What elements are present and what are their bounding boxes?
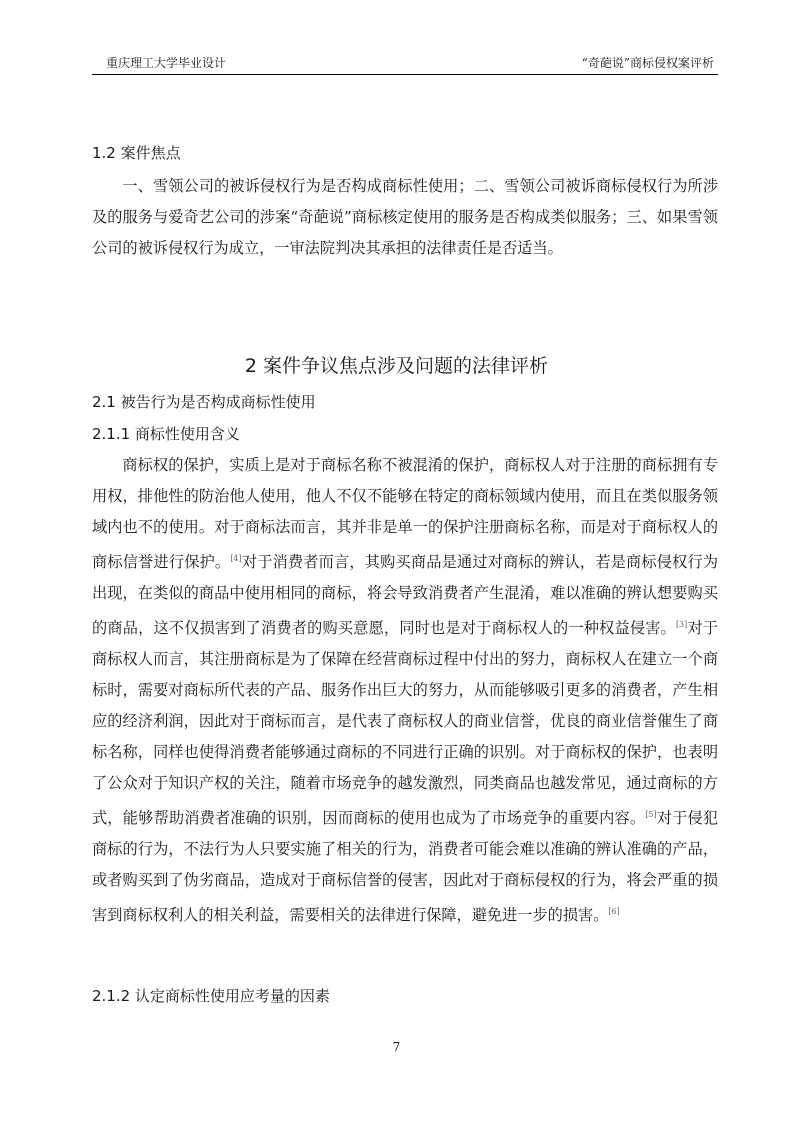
chapter-2-title: 2 案件争议焦点涉及问题的法律评析	[244, 355, 549, 377]
section-1-2-paragraph: 一、雪领公司的被诉侵权行为是否构成商标性使用；二、雪领公司被诉商标侵权行为所涉及的服务与爱奇艺公司的涉案“奇葩说”商标核定使用的服务是否构成类似服务；三、如果雪领公司的被诉侵权行为成立，一审法院判决其承担的法律责任是否适当。	[92, 177, 718, 257]
citation-marker: [3]	[675, 620, 688, 629]
section-1-2-heading: 1.2 案件焦点	[92, 144, 181, 162]
citation-marker: [6]	[608, 907, 620, 916]
section-2-1-2-heading: 2.1.2 认定商标性使用应考量的因素	[92, 987, 330, 1005]
paragraph-segment: 商标权的保护，实质上是对于商标名称不被混淆的保护，商标权人对于注册的商标拥有专用权，排他性的防治他人使用，他人不仅不能够在特定的商标领域内使用，而且在类似服务领域内也不的使用。对于商标法而言，其并非是单一的保护注册商标名称，而是对于商标权人的商标信誉进行保护。	[92, 456, 718, 571]
section-2-1-heading: 2.1 被告行为是否构成商标性使用	[92, 393, 316, 411]
paragraph-segment: 对于消费者而言，其购买商品是通过对商标的辨认，若是商标侵权行为出现，在类似的商品中使用相同的商标，将会导致消费者产生混淆，难以准确的辨认想要购买的商品，这不仅损害到了消费者的购买意愿，同时也是对于商标权人的一种权益侵害。	[92, 553, 719, 637]
paragraph-segment: 对于侵犯商标的行为，不法行为人只要实施了相关的行为，消费者可能会难以准确的辨认准确的产品，或者购买到了伪劣商品，造成对于商标信誉的侵害，因此对于商标侵权的行为，将会严重的损害到商标权利人的相关利益，需要相关的法律进行保障，避免进一步的损害。	[92, 809, 719, 924]
header-document-title: “奇葩说”商标侵权案评析	[581, 56, 714, 70]
page-header	[92, 54, 718, 75]
paragraph-segment: 对于商标权人而言，其注册商标是为了保障在经营商标过程中付出的努力，商标权人在建立一个商标时，需要对商标所代表的产品、服务作出巨大的努力，从而能够吸引更多的消费者，产生相应的经济利润，因此对于商标而言，是代表了商标权人的商业信誉，优良的商业信誉催生了商标名称，同样也使得消费者能够通过商标的不同进行正确的识别。对于商标权的保护，也表明了公众对于知识产权的关注，随着市场竞争的越发激烈，同类商品也越发常见，通过商标的方式，能够帮助消费者准确的识别，因而商标的使用也成为了市场竞争的重要内容。	[92, 619, 719, 827]
header-school-title: 重庆理工大学毕业设计	[106, 56, 227, 70]
citation-marker: [5]	[645, 810, 657, 819]
section-2-1-1-paragraph	[92, 450, 718, 931]
section-2-1-1-heading: 2.1.1 商标性使用含义	[92, 425, 240, 443]
page-number: 7	[392, 1040, 401, 1054]
citation-marker: [4]	[230, 554, 242, 563]
